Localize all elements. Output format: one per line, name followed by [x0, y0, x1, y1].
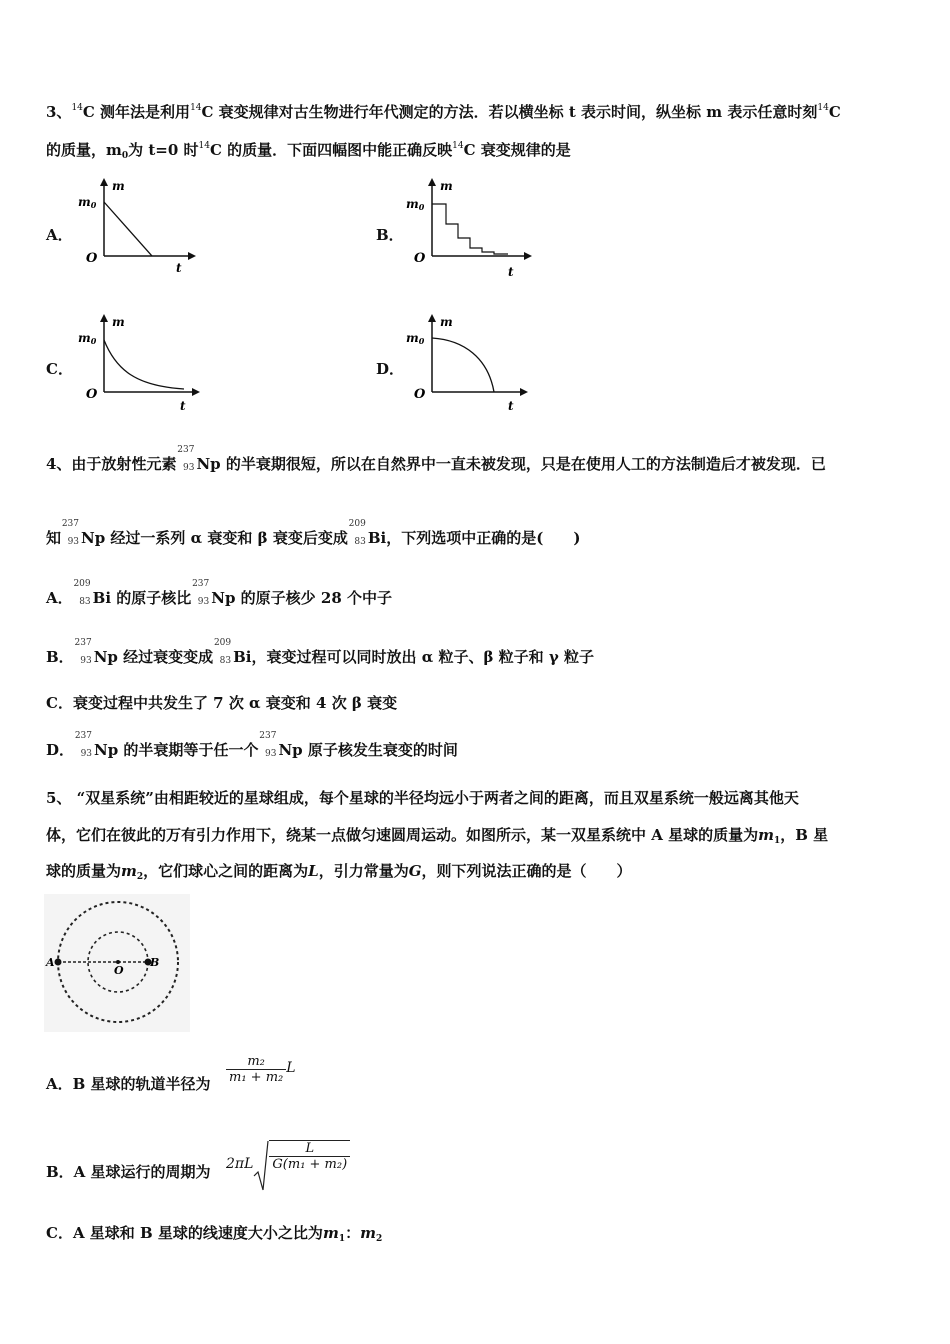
q5-line2: 体，它们在彼此的万有引力作用下，绕某一点做匀速圆周运动。如图所示，某一双星系统中 A 星球的质量为$m_1$，B 星 [46, 826, 829, 846]
star-a [55, 959, 62, 966]
svg-text:O: O [86, 251, 98, 266]
svg-text:t: t [180, 399, 186, 413]
svg-text:m: m [440, 315, 453, 329]
svg-text:t: t [508, 265, 514, 279]
svg-text:m: m [112, 179, 125, 193]
q5-option-c: C．A 星球和 B 星球的线速度大小之比为$m_1$：$m_2$ [46, 1224, 383, 1244]
q4-option-a: A． 209 83 Bi 的原子核比 237 93 Np 的原子核少 28 个中子 [46, 579, 392, 607]
graph-d [404, 312, 530, 416]
q5-option-b: B．A 星球运行的周期为 [46, 1163, 211, 1181]
svg-text:A: A [46, 956, 55, 969]
q3-option-a-label: A． [46, 226, 73, 244]
q4-line2: 知 237 93 Np 经过一系列 α 衰变和 β 衰变后变成 209 83 Bi，下列选项中正确的是( ) [46, 519, 581, 547]
q3-line1: 3、$^{14}$C 测年法是利用$^{14}$C 衰变规律对古生物进行年代测定的方法．若以横坐标 t 表示时间，纵坐标 m 表示任意时刻$^{14}$C [46, 103, 841, 121]
q5-option-a-formula: $\frac{\text{m₂}}{\text{m₁ + m₂}}$ L [226, 1054, 296, 1085]
q3-line2: 的质量，$m_0$为 t=0 时$^{14}$C 的质量．下面四幅图中能正确反映$^{14}$C 衰变规律的是 [46, 141, 571, 161]
q4-option-c: C．衰变过程中共发生了 7 次 α 衰变和 4 次 β 衰变 [46, 694, 398, 712]
svg-text:B: B [150, 956, 160, 969]
binary-star-figure [44, 894, 190, 1032]
q5-option-b-formula: 2πL $\frac{L}{\text{G(m₁ + m₂)}}$ [226, 1140, 350, 1194]
graph-b [404, 176, 534, 280]
q4-option-b: B． 237 93 Np 经过衰变变成 209 83 Bi，衰变过程可以同时放出 α 粒子、β 粒子和 γ 粒子 [46, 638, 595, 666]
svg-text:t: t [176, 261, 182, 275]
svg-text:t: t [508, 399, 514, 413]
np-nuclide: 237 93 [177, 445, 195, 473]
q5-line3: 球的质量为$m_2$，它们球心之间的距离为L，引力常量为G，则下列说法正确的是（ ） [46, 862, 632, 882]
svg-text:m: m [112, 315, 125, 329]
q3-option-d-label: D． [376, 360, 405, 378]
svg-text:m0: m0 [406, 331, 425, 346]
q5-option-a: A．B 星球的轨道半径为 [46, 1075, 211, 1093]
svg-text:O: O [86, 387, 98, 402]
svg-text:O: O [114, 964, 124, 977]
q3-option-b-label: B． [376, 226, 404, 244]
q4-line1: 4、由于放射性元素 237 93 Np 的半衰期很短，所以在自然界中一直未被发现，只是在使用人工的方法制造后才被发现．已 [46, 445, 826, 473]
svg-text:O: O [414, 251, 426, 266]
svg-text:m: m [440, 179, 453, 193]
sqrt-sign [253, 1140, 269, 1194]
svg-text:O: O [414, 387, 426, 402]
graph-a [76, 176, 196, 276]
svg-text:m0: m0 [78, 195, 97, 210]
svg-text:m0: m0 [406, 197, 425, 212]
q5-line1: 5、 “双星系统”由相距较近的星球组成，每个星球的半径均远小于两者之间的距离，而且双星系统一般远离其他天 [46, 789, 799, 807]
q3-option-c-label: C． [46, 360, 73, 378]
q4-option-d: D． 237 93 Np 的半衰期等于任一个 237 93 Np 原子核发生衰变的时间 [46, 731, 458, 759]
graph-c [76, 312, 202, 416]
svg-text:m0: m0 [78, 331, 97, 346]
